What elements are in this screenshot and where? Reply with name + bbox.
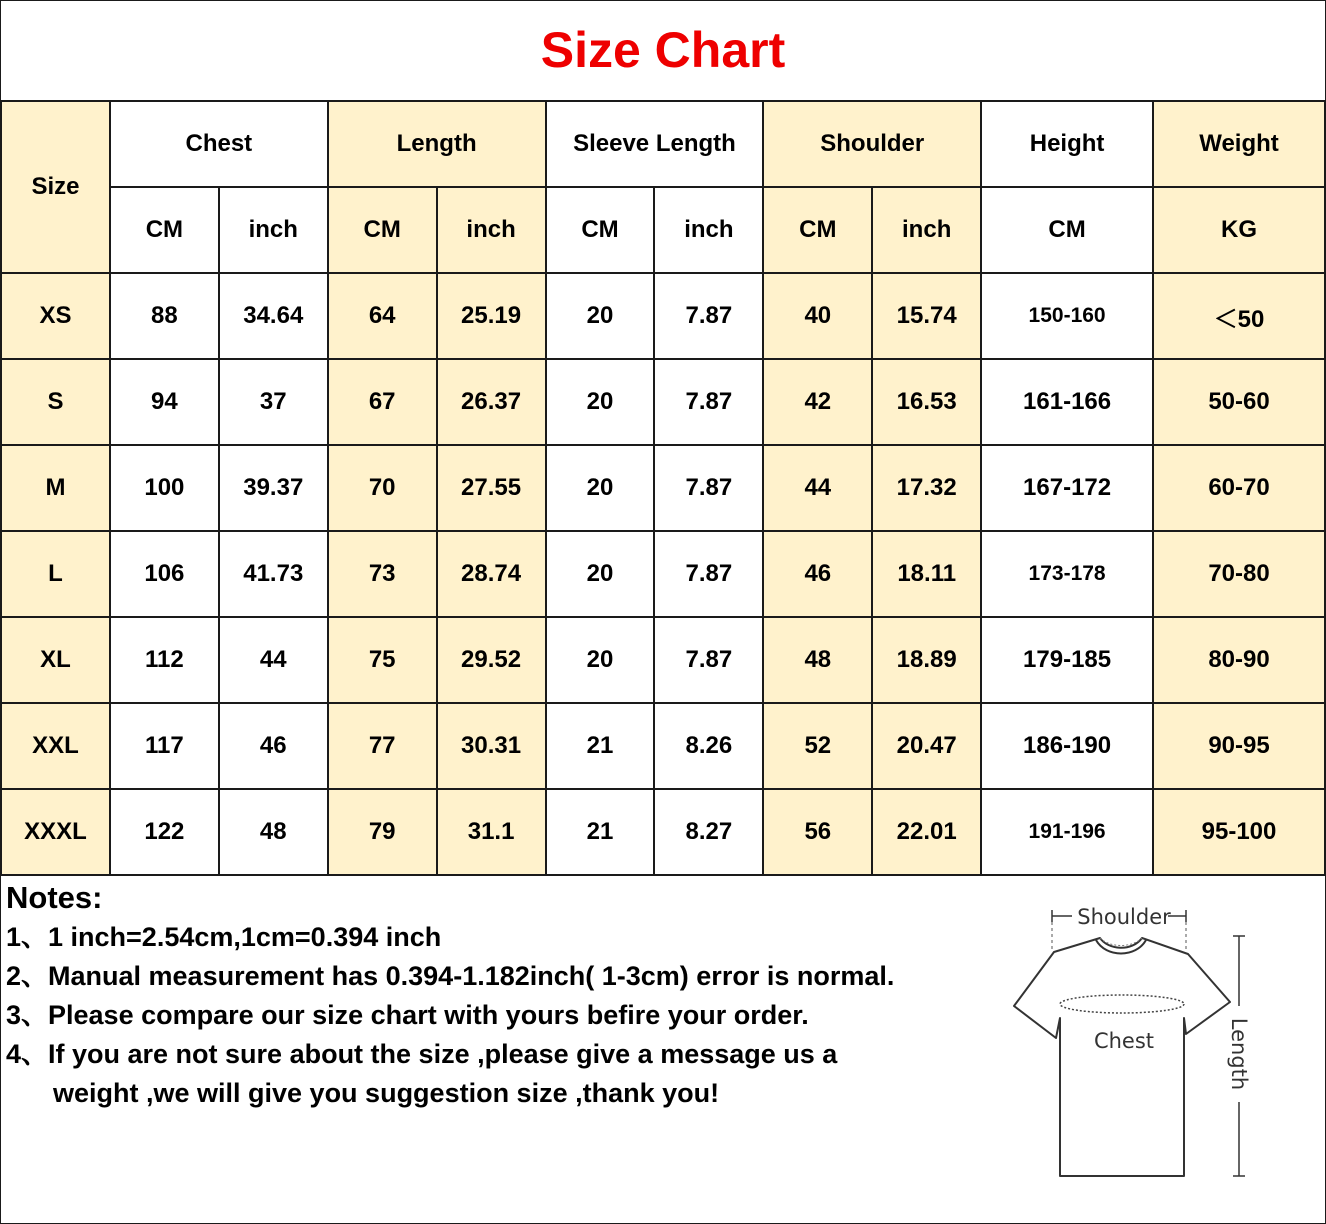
table-cell: 20 <box>546 359 655 445</box>
note-item: 1、1 inch=2.54cm,1cm=0.394 inch <box>6 922 442 952</box>
table-cell: 30.31 <box>437 703 546 789</box>
table-cell: 70 <box>328 445 437 531</box>
unit-cm: CM <box>981 187 1153 273</box>
table-cell: 27.55 <box>437 445 546 531</box>
table-row <box>1 273 1325 359</box>
table-row <box>1 617 1325 703</box>
table-cell: 90-95 <box>1153 703 1325 789</box>
table-cell: 117 <box>110 703 219 789</box>
table-cell: 39.37 <box>219 445 328 531</box>
table-cell: 40 <box>763 273 872 359</box>
table-cell: 7.87 <box>654 445 763 531</box>
table-cell: 75 <box>328 617 437 703</box>
size-header: Size <box>1 101 110 273</box>
table-cell: 150-160 <box>981 273 1153 359</box>
table-cell: 88 <box>110 273 219 359</box>
table-cell: 77 <box>328 703 437 789</box>
table-cell: 64 <box>328 273 437 359</box>
table-cell: 31.1 <box>437 789 546 875</box>
size-label-cell: XXL <box>1 703 110 789</box>
shoulder-header: Shoulder <box>763 101 981 187</box>
tshirt-outline <box>1014 938 1230 1176</box>
table-row <box>1 531 1325 617</box>
size-label-cell: XS <box>1 273 110 359</box>
size-rows <box>1 273 1325 875</box>
page-title: Size Chart <box>540 22 786 78</box>
table-cell: 34.64 <box>219 273 328 359</box>
note-item-continuation: weight ,we will give you suggestion size ,thank you! <box>53 1078 720 1108</box>
note-item: 2、Manual measurement has 0.394-1.182inch( 1-3cm) error is normal. <box>6 961 895 991</box>
note-item: 4、If you are not sure about the size ,please give a message us a <box>6 1039 838 1069</box>
table-cell: 70-80 <box>1153 531 1325 617</box>
table-cell: 41.73 <box>219 531 328 617</box>
unit-inch: inch <box>654 187 763 273</box>
length-header: Length <box>328 101 546 187</box>
table-cell: 8.26 <box>654 703 763 789</box>
table-cell: 7.87 <box>654 531 763 617</box>
chest-measure-ellipse <box>1060 995 1184 1013</box>
unit-cm: CM <box>546 187 655 273</box>
table-cell: 106 <box>110 531 219 617</box>
table-cell: 7.87 <box>654 359 763 445</box>
table-cell: 60-70 <box>1153 445 1325 531</box>
table-cell: 8.27 <box>654 789 763 875</box>
table-cell: 7.87 <box>654 617 763 703</box>
table-row <box>1 789 1325 875</box>
table-cell: 48 <box>763 617 872 703</box>
table-cell: 18.89 <box>872 617 981 703</box>
unit-kg: KG <box>1153 187 1325 273</box>
table-cell: 7.87 <box>654 273 763 359</box>
table-cell: 26.37 <box>437 359 546 445</box>
size-label-cell: S <box>1 359 110 445</box>
table-cell: 100 <box>110 445 219 531</box>
table-cell: 94 <box>110 359 219 445</box>
table-cell: 22.01 <box>872 789 981 875</box>
table-cell: 37 <box>219 359 328 445</box>
table-cell: 179-185 <box>981 617 1153 703</box>
tshirt-measurement-diagram <box>1008 898 1264 1184</box>
unit-cm: CM <box>328 187 437 273</box>
notes-section <box>6 878 1006 1113</box>
table-cell: 79 <box>328 789 437 875</box>
table-cell: 95-100 <box>1153 789 1325 875</box>
size-label-cell: M <box>1 445 110 531</box>
table-cell: 161-166 <box>981 359 1153 445</box>
table-cell: 16.53 <box>872 359 981 445</box>
table-cell: 46 <box>763 531 872 617</box>
table-row <box>1 445 1325 531</box>
size-label-cell: XXXL <box>1 789 110 875</box>
notes-title: Notes: <box>6 880 103 915</box>
length-label: Length <box>1227 1017 1251 1091</box>
table-cell: 173-178 <box>981 531 1153 617</box>
unit-inch: inch <box>872 187 981 273</box>
table-cell: 44 <box>219 617 328 703</box>
table-cell: 21 <box>546 789 655 875</box>
table-cell: 15.74 <box>872 273 981 359</box>
table-cell: 50-60 <box>1153 359 1325 445</box>
table-cell: 46 <box>219 703 328 789</box>
table-cell: 25.19 <box>437 273 546 359</box>
table-cell: 191-196 <box>981 789 1153 875</box>
shoulder-label: Shoulder <box>1077 905 1171 929</box>
table-cell: 42 <box>763 359 872 445</box>
size-label-cell: L <box>1 531 110 617</box>
table-cell: 20 <box>546 617 655 703</box>
table-cell: 20 <box>546 531 655 617</box>
table-cell: 29.52 <box>437 617 546 703</box>
table-cell: 122 <box>110 789 219 875</box>
unit-inch: inch <box>437 187 546 273</box>
unit-inch: inch <box>219 187 328 273</box>
unit-cm: CM <box>110 187 219 273</box>
table-cell: 73 <box>328 531 437 617</box>
table-cell: 20 <box>546 445 655 531</box>
table-cell: 112 <box>110 617 219 703</box>
table-cell: 48 <box>219 789 328 875</box>
table-cell: 167-172 <box>981 445 1153 531</box>
table-cell: 56 <box>763 789 872 875</box>
table-cell: 20.47 <box>872 703 981 789</box>
size-table <box>0 100 1326 876</box>
chest-header: Chest <box>110 101 328 187</box>
table-cell: 44 <box>763 445 872 531</box>
chest-label: Chest <box>1093 1029 1155 1053</box>
table-cell: 28.74 <box>437 531 546 617</box>
table-cell: ＜50 <box>1153 273 1325 359</box>
table-cell: 67 <box>328 359 437 445</box>
sleeve-length-header: Sleeve Length <box>546 101 764 187</box>
table-cell: 21 <box>546 703 655 789</box>
table-cell: 52 <box>763 703 872 789</box>
note-item: 3、Please compare our size chart with yours befire your order. <box>6 1000 809 1030</box>
table-cell: 20 <box>546 273 655 359</box>
table-cell: 18.11 <box>872 531 981 617</box>
table-row <box>1 359 1325 445</box>
table-cell: 186-190 <box>981 703 1153 789</box>
unit-cm: CM <box>763 187 872 273</box>
height-header: Height <box>981 101 1153 187</box>
table-cell: 80-90 <box>1153 617 1325 703</box>
size-label-cell: XL <box>1 617 110 703</box>
weight-header: Weight <box>1153 101 1325 187</box>
table-cell: 17.32 <box>872 445 981 531</box>
table-row <box>1 703 1325 789</box>
